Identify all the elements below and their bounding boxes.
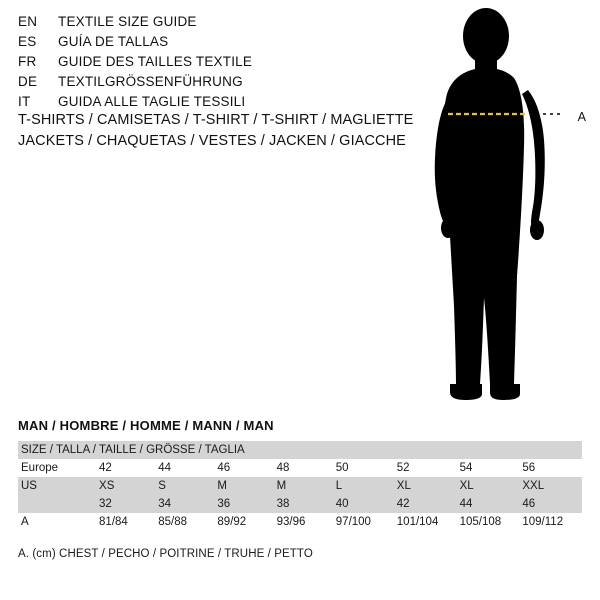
size-table-wrapper <box>18 441 582 531</box>
row-label: US <box>21 480 37 492</box>
category-block <box>18 110 448 152</box>
cell: 42 <box>396 498 410 510</box>
cell: 89/92 <box>217 516 247 528</box>
cell: M <box>276 480 287 492</box>
language-code: DE <box>18 74 38 89</box>
cell: 44 <box>158 462 172 474</box>
cell: 109/112 <box>522 516 564 528</box>
table-row <box>18 513 582 531</box>
language-text: GUÍA DE TALLAS <box>58 34 169 49</box>
language-code: IT <box>18 94 31 109</box>
cell: 50 <box>335 462 349 474</box>
cell: 46 <box>522 498 536 510</box>
cell: XL <box>396 480 411 492</box>
language-guide-block <box>18 14 418 114</box>
cell: 85/88 <box>158 516 187 528</box>
cell: 54 <box>459 462 473 474</box>
table-footnote: A. (cm) CHEST / PECHO / POITRINE / TRUHE / PETTO <box>18 548 313 560</box>
language-text: GUIDE DES TAILLES TEXTILE <box>58 54 253 69</box>
cell: 48 <box>276 462 290 474</box>
table-row <box>18 477 582 495</box>
cell: 44 <box>459 498 473 510</box>
table-heading: MAN / HOMBRE / HOMME / MANN / MAN <box>18 418 274 433</box>
cell: 38 <box>276 498 290 510</box>
cell: 52 <box>396 462 410 474</box>
cell: 34 <box>158 498 172 510</box>
cell: 42 <box>99 462 112 474</box>
row-label: Europe <box>21 462 59 474</box>
language-row <box>18 14 418 34</box>
cell: 93/96 <box>276 516 306 528</box>
cell: XXL <box>522 480 545 492</box>
cell: 40 <box>335 498 349 510</box>
chest-marker-label: A <box>577 110 586 124</box>
cell: 97/100 <box>335 516 371 528</box>
table-header-row <box>18 441 582 459</box>
language-code: EN <box>18 14 38 29</box>
language-row <box>18 34 418 54</box>
table-row <box>18 459 582 477</box>
cell: 81/84 <box>99 516 128 528</box>
language-text: TEXTILE SIZE GUIDE <box>58 14 197 29</box>
category-line-tshirts: T-SHIRTS / CAMISETAS / T-SHIRT / T-SHIRT / MAGLIETTE <box>18 112 414 128</box>
cell: 36 <box>217 498 231 510</box>
cell: XL <box>459 480 474 492</box>
cell: 101/104 <box>396 516 439 528</box>
language-text: TEXTILGRÖSSENFÜHRUNG <box>58 74 243 89</box>
silhouette-svg <box>410 6 590 406</box>
language-row <box>18 74 418 94</box>
language-code: ES <box>18 34 37 49</box>
cell: XS <box>99 480 115 492</box>
cell: M <box>217 480 227 492</box>
row-label <box>18 495 96 513</box>
body-silhouette-figure <box>410 6 590 406</box>
row-label: A <box>21 516 29 528</box>
language-text: GUIDA ALLE TAGLIE TESSILI <box>58 94 246 109</box>
cell: S <box>158 480 166 492</box>
size-table <box>18 441 582 531</box>
cell: 105/108 <box>459 516 502 528</box>
cell: L <box>335 480 343 492</box>
cell: 32 <box>99 498 112 510</box>
cell: 46 <box>217 462 231 474</box>
category-line-jackets: JACKETS / CHAQUETAS / VESTES / JACKEN / GIACCHE <box>18 133 406 149</box>
language-row <box>18 54 418 74</box>
language-code: FR <box>18 54 37 69</box>
cell: 56 <box>522 462 536 474</box>
table-row <box>18 495 582 513</box>
table-header-label: SIZE / TALLA / TAILLE / GRÖSSE / TAGLIA <box>21 444 245 456</box>
